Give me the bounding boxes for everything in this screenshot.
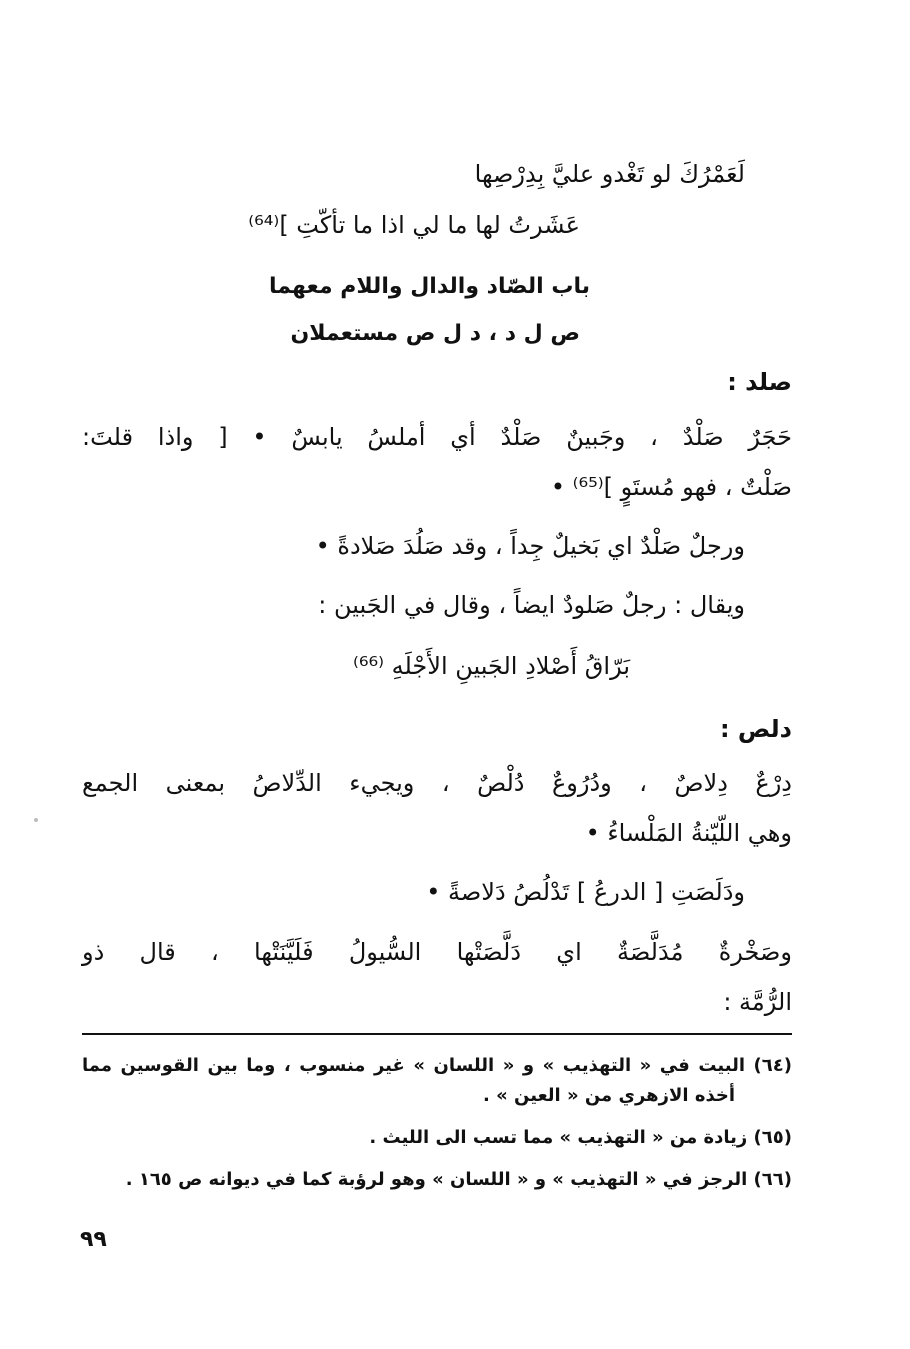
entry-dls-paragraph-1-line-2: وهي اللّيّنةُ المَلْساءُ •: [585, 819, 792, 847]
footnote-66: (٦٦) الرجز في « التهذيب » و « اللسان » وهو لرؤبة كما في ديوانه ص ١٦٥ .: [125, 1169, 792, 1190]
footnote-65: (٦٥) زيادة من « التهذيب » مما تسب الى الليث .: [369, 1127, 792, 1148]
margin-dot: [34, 818, 38, 822]
page-number: ٩٩: [80, 1227, 107, 1252]
headword-dls: دلص :: [719, 715, 792, 743]
poem-line-2: عَشَرتُ لها ما لي اذا ما تأكّتِ ]⁽⁶⁴⁾: [248, 211, 580, 239]
entry-sld-paragraph-3: ويقال : رجلٌ صَلودٌ ايضاً ، وقال في الجَبين :: [318, 591, 745, 619]
headword-sld: صلد :: [727, 368, 792, 396]
entry-sld-paragraph-2: ورجلٌ صَلْدٌ اي بَخيلٌ جِداً ، وقد صَلُدَ صَلادةً •: [315, 532, 745, 560]
poem-line-1: لَعَمْرُكَ لو تَغْدو عليَّ بِدِرْصِها: [474, 160, 745, 188]
entry-dls-paragraph-2: ودَلَصَتِ [ الدرعُ ] تَدْلُصُ دَلاصةً •: [426, 878, 745, 906]
section-subtitle: ص ل د ، د ل ص مستعملان: [290, 321, 580, 346]
footnote-64-line-1: (٦٤) البيت في « التهذيب » و « اللسان » غير منسوب ، وما بين القوسين مما: [82, 1055, 792, 1076]
entry-sld-paragraph-1-line-2: صَلْتٌ ، فهو مُستَوٍ ]⁽⁶⁵⁾ •: [550, 473, 792, 501]
entry-dls-paragraph-3-line-2: الرُّمَّة :: [723, 988, 792, 1016]
entry-dls-paragraph-3-line-1: وصَخْرةٌ مُدَلَّصَةٌ اي دَلَّصَتْها السُّيولُ فَلَيَّنَتْها ، قال ذو: [82, 938, 792, 966]
section-title: باب الصّاد والدال واللام معهما: [269, 274, 590, 299]
footnote-divider: [82, 1033, 792, 1035]
entry-sld-paragraph-1-line-1: حَجَرٌ صَلْدٌ ، وجَبينٌ صَلْدٌ أي أملسُ يابسٌ • [ واذا قلتَ:: [82, 423, 792, 451]
entry-dls-paragraph-1-line-1: دِرْعٌ دِلاصٌ ، ودُرُوعٌ دُلْصٌ ، ويجيء الدِّلاصُ بمعنى الجمع: [82, 769, 792, 797]
entry-sld-verse: بَرّاقُ أَصْلادِ الجَبينِ الأَجْلَهِ ⁽⁶⁶⁾: [352, 652, 630, 680]
footnote-64-line-2: أخذه الازهري من « العين » .: [483, 1085, 735, 1106]
